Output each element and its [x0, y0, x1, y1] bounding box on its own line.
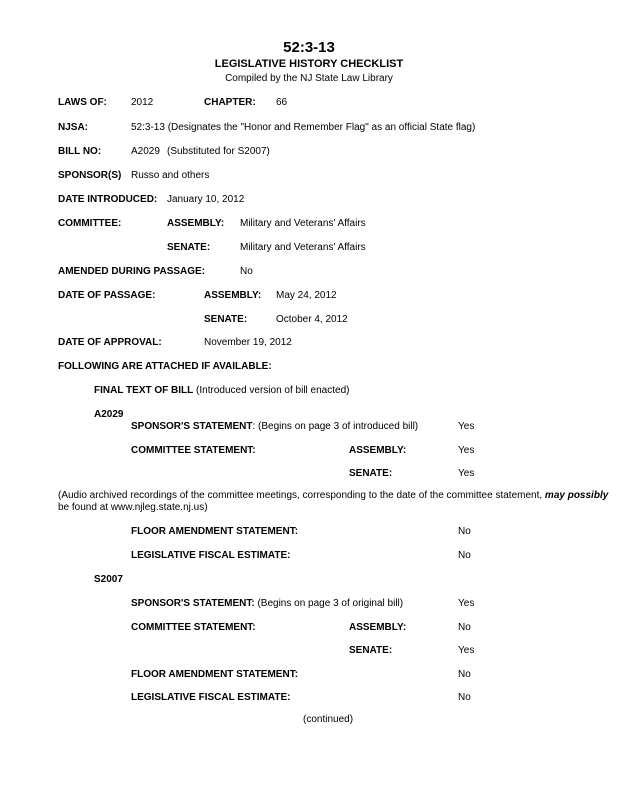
s2007-floor-amendment-label: FLOOR AMENDMENT STATEMENT: — [131, 669, 299, 680]
committee-assembly-value: Military and Veterans' Affairs — [240, 218, 366, 229]
s2007-committee-senate-label: SENATE: — [349, 645, 393, 656]
a2029-sponsor-statement-note: : (Begins on page 3 of introduced bill) — [252, 421, 419, 432]
sponsors-value: Russo and others — [131, 170, 210, 181]
a2029-sponsor-statement-label: SPONSOR'S STATEMENT — [131, 421, 253, 432]
s2007-committee-statement-label: COMMITTEE STATEMENT: — [131, 622, 256, 633]
audio-note-emphasis: may possibly — [544, 490, 609, 501]
committee-label: COMMITTEE: — [58, 218, 122, 229]
compiled-by: Compiled by the NJ State Law Library — [225, 73, 393, 84]
a2029-sponsor-statement-row — [131, 421, 418, 433]
committee-assembly-label: ASSEMBLY: — [167, 218, 225, 229]
audio-note-line1 — [58, 490, 608, 502]
a2029-sponsor-statement-value: Yes — [458, 421, 475, 432]
committee-senate-value: Military and Veterans' Affairs — [240, 242, 366, 253]
chapter-value: 66 — [276, 97, 288, 108]
date-of-approval-value: November 19, 2012 — [204, 337, 292, 348]
audio-note-line2: be found at www.njleg.state.nj.us) — [58, 502, 208, 513]
date-introduced-label: DATE INTRODUCED: — [58, 194, 158, 205]
final-text-label: FINAL TEXT OF BILL — [94, 385, 194, 396]
bill-no-note: (Substituted for S2007) — [167, 146, 270, 157]
document-number: 52:3-13 — [283, 39, 335, 56]
amended-value: No — [240, 266, 253, 277]
s2007-sponsor-statement-row — [131, 598, 403, 610]
a2029-floor-amendment-label: FLOOR AMENDMENT STATEMENT: — [131, 526, 299, 537]
audio-note-text: (Audio archived recordings of the committee meetings, corresponding to the date of the committee statement, — [58, 490, 545, 501]
a2029-committee-statement-label: COMMITTEE STATEMENT: — [131, 445, 256, 456]
a2029-fiscal-estimate-label: LEGISLATIVE FISCAL ESTIMATE: — [131, 550, 291, 561]
amended-label: AMENDED DURING PASSAGE: — [58, 266, 206, 277]
bill-no-label: BILL NO: — [58, 146, 102, 157]
a2029-committee-senate-label: SENATE: — [349, 468, 393, 479]
a2029-floor-amendment-value: No — [458, 526, 471, 537]
sponsors-label: SPONSOR(S) — [58, 170, 122, 181]
njsa-value: 52:3-13 (Designates the "Honor and Remember Flag" as an official State flag) — [131, 122, 476, 133]
date-of-passage-label: DATE OF PASSAGE: — [58, 290, 156, 301]
laws-of-label: LAWS OF: — [58, 97, 107, 108]
date-of-approval-label: DATE OF APPROVAL: — [58, 337, 162, 348]
s2007-fiscal-estimate-value: No — [458, 692, 471, 703]
njsa-label: NJSA: — [58, 122, 89, 133]
s2007-sponsor-statement-value: Yes — [458, 598, 475, 609]
a2029-committee-senate-value: Yes — [458, 468, 475, 479]
s2007-committee-assembly-label: ASSEMBLY: — [349, 622, 407, 633]
passage-assembly-value: May 24, 2012 — [276, 290, 337, 301]
s2007-sponsor-statement-note: (Begins on page 3 of original bill) — [254, 598, 404, 609]
date-introduced-value: January 10, 2012 — [167, 194, 245, 205]
a2029-committee-assembly-label: ASSEMBLY: — [349, 445, 407, 456]
s2007-committee-assembly-value: No — [458, 622, 471, 633]
a2029-bill-label: A2029 — [94, 409, 124, 420]
passage-senate-value: October 4, 2012 — [276, 314, 348, 325]
s2007-committee-senate-value: Yes — [458, 645, 475, 656]
attached-heading: FOLLOWING ARE ATTACHED IF AVAILABLE: — [58, 361, 272, 372]
s2007-fiscal-estimate-label: LEGISLATIVE FISCAL ESTIMATE: — [131, 692, 291, 703]
continued-note: (continued) — [303, 714, 354, 725]
s2007-sponsor-statement-label: SPONSOR'S STATEMENT: — [131, 598, 255, 609]
final-text-row — [94, 385, 349, 397]
a2029-committee-assembly-value: Yes — [458, 445, 475, 456]
document-title: LEGISLATIVE HISTORY CHECKLIST — [214, 58, 404, 70]
laws-of-value: 2012 — [131, 97, 154, 108]
s2007-floor-amendment-value: No — [458, 669, 471, 680]
bill-no-value: A2029 — [131, 146, 160, 157]
passage-assembly-label: ASSEMBLY: — [204, 290, 262, 301]
s2007-bill-label: S2007 — [94, 574, 123, 585]
a2029-fiscal-estimate-value: No — [458, 550, 471, 561]
chapter-label: CHAPTER: — [204, 97, 256, 108]
final-text-note: (Introduced version of bill enacted) — [196, 385, 350, 396]
passage-senate-label: SENATE: — [204, 314, 248, 325]
committee-senate-label: SENATE: — [167, 242, 211, 253]
